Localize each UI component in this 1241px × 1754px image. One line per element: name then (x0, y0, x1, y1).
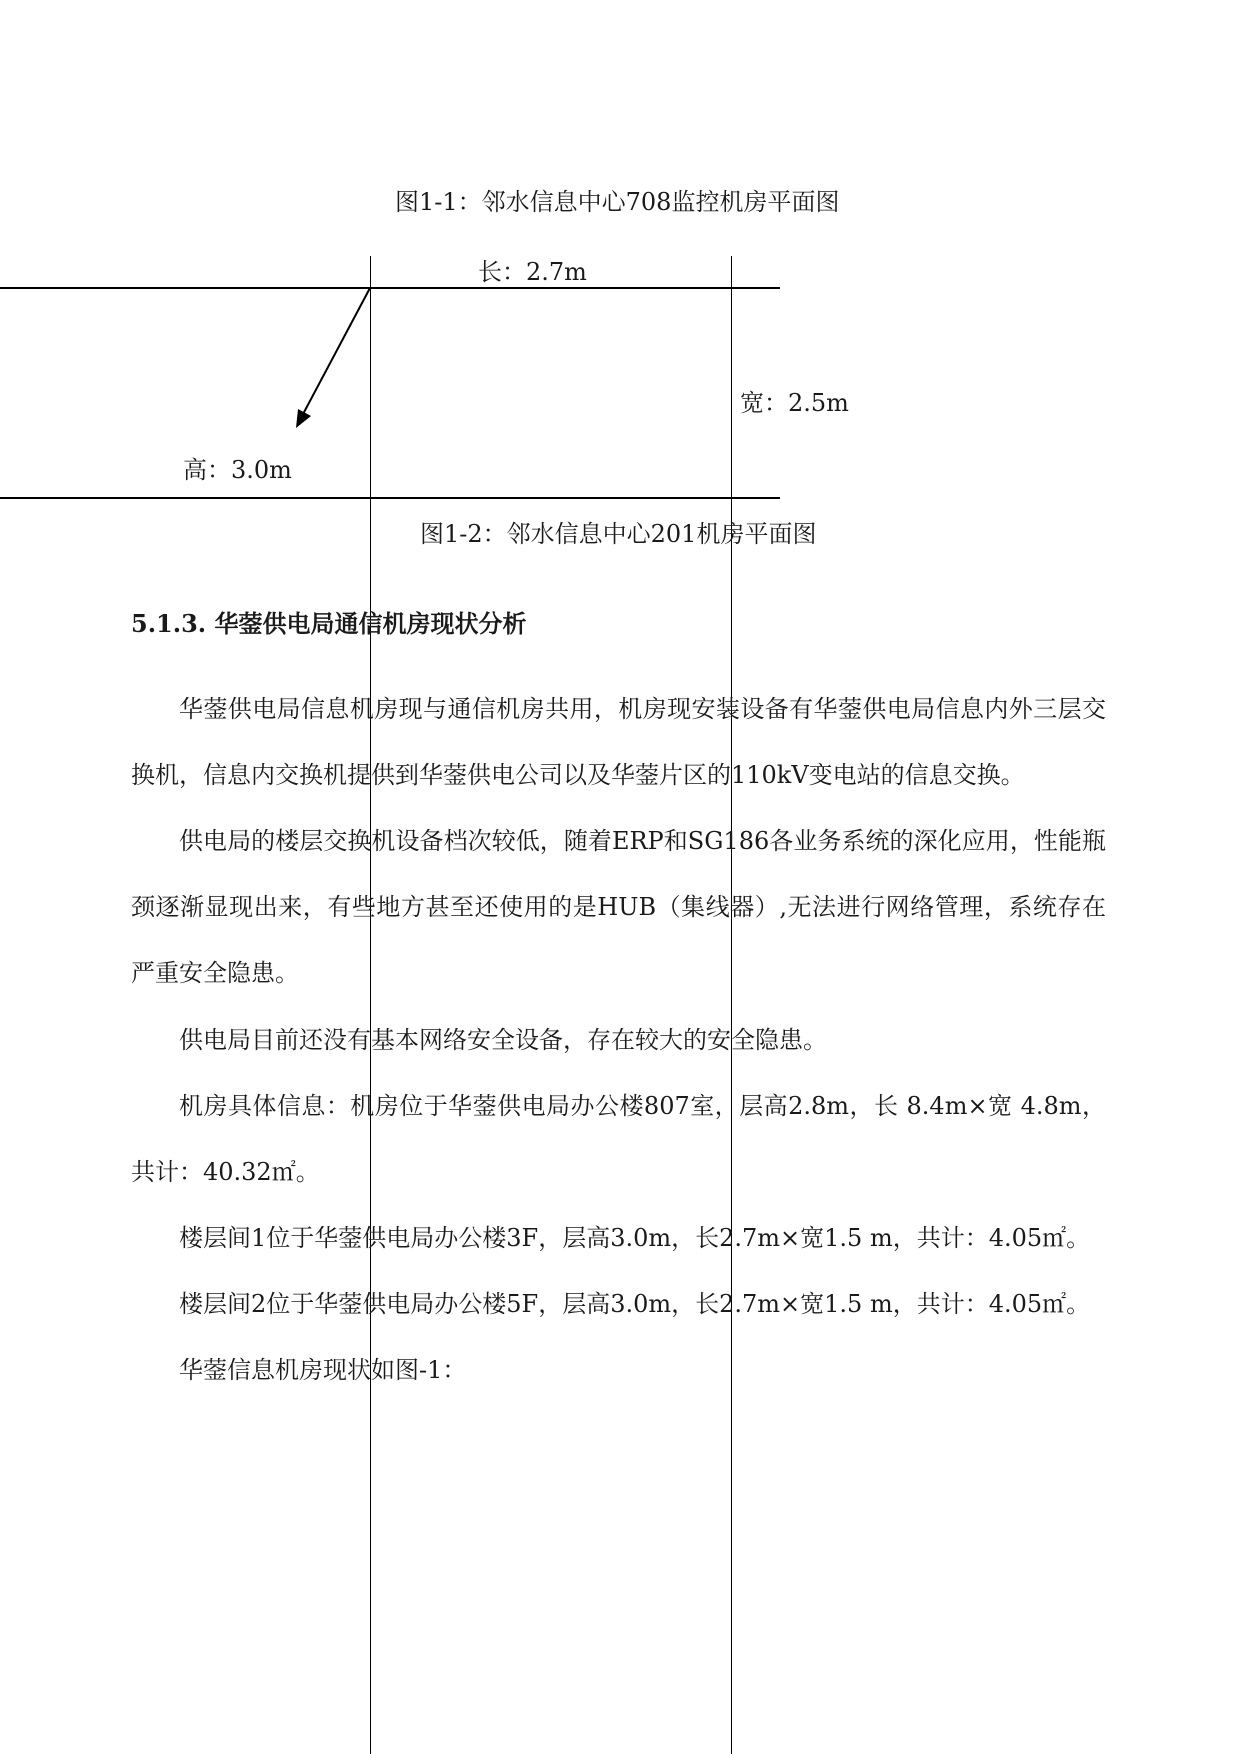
paragraph-6: 楼层间2位于华蓥供电局办公楼5F，层高3.0m，长2.7m×宽1.5 m，共计：4.05㎡。 (179, 1290, 1091, 1318)
diagram-bottom-line (0, 497, 780, 499)
paragraph-7: 华蓥信息机房现状如图-1： (179, 1356, 467, 1384)
length-label: 长：2.7m (478, 258, 587, 286)
height-label: 高：3.0m (183, 456, 292, 484)
diagram-top-line (0, 287, 780, 289)
paragraph-5: 楼层间1位于华蓥供电局办公楼3F，层高3.0m，长2.7m×宽1.5 m，共计：4.05㎡。 (179, 1224, 1091, 1252)
width-label: 宽：2.5m (740, 389, 849, 417)
paragraph-4: 机房具体信息：机房位于华蓥供电局办公楼807室，层高2.8m，长 8.4m×宽 4.8m，共计：40.32㎡。 (131, 1092, 1106, 1186)
paragraph-2: 供电局的楼层交换机设备档次较低，随着ERP和SG186各业务系统的深化应用，性能瓶颈逐渐显现出来，有些地方甚至还使用的是HUB（集线器）,无法进行网络管理，系统存在严重安全隐患。 (131, 827, 1106, 987)
section-heading: 5.1.3. 华蓥供电局通信机房现状分析 (131, 609, 527, 638)
figure-1-caption: 图1-1：邻水信息中心708监控机房平面图 (395, 188, 840, 216)
paragraph-3: 供电局目前还没有基本网络安全设备，存在较大的安全隐患。 (179, 1026, 827, 1054)
figure-2-caption: 图1-2：邻水信息中心201机房平面图 (420, 520, 817, 548)
paragraph-1: 华蓥供电局信息机房现与通信机房共用，机房现安装设备有华蓥供电局信息内外三层交换机，信息内交换机提供到华蓥供电公司以及华蓥片区的110kV变电站的信息交换。 (131, 695, 1106, 789)
